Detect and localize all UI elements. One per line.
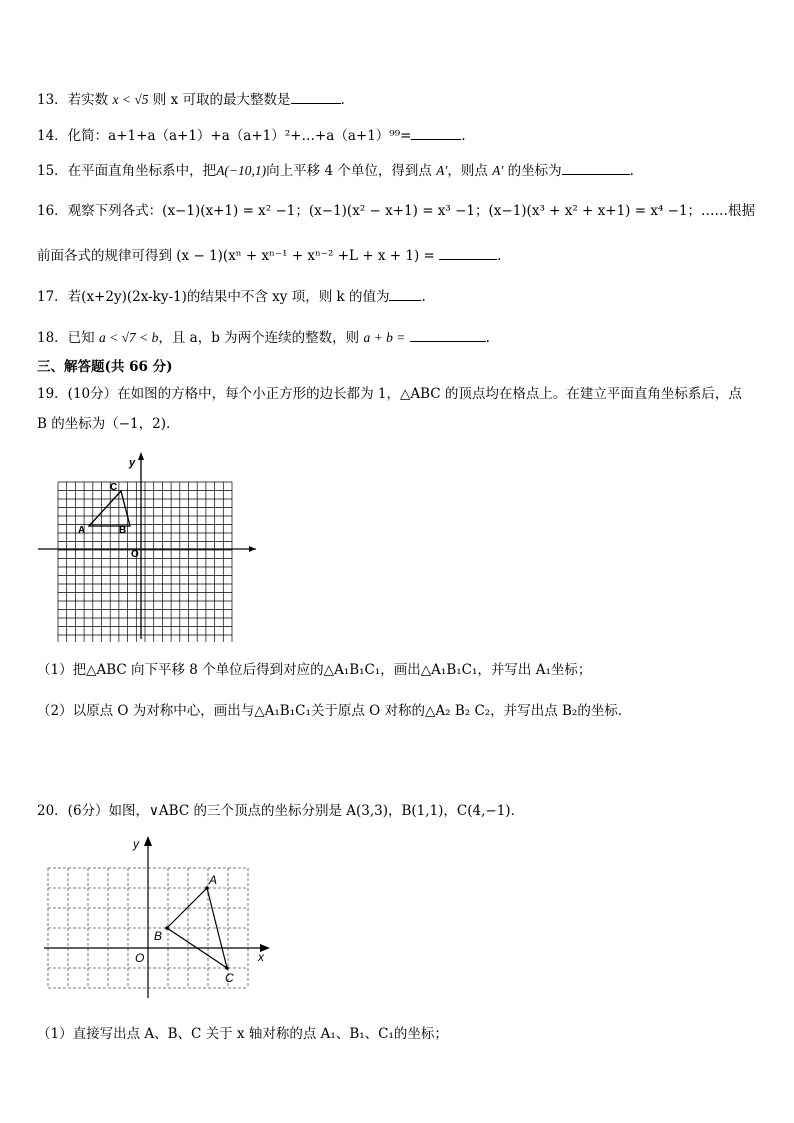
answer-blank[interactable] [389,286,421,301]
q16-end: . [497,248,502,264]
vertex-a-label: A [78,525,86,536]
vertex-a-label: A [209,873,218,887]
q13-text: 则 x 可取的最大整数是 [152,92,291,108]
question-20-part-1: （1）直接写出点 A、B、C 关于 x 轴对称的点 A₁、B₁、C₁的坐标； [37,1026,448,1042]
question-18 [37,327,490,347]
question-13 [37,89,345,109]
answer-blank[interactable] [562,160,630,175]
answer-blank[interactable] [411,125,461,140]
q16-text-line-2: 前面各式的规律可得到 (x − 1)(xⁿ + xⁿ⁻¹ + xⁿ⁻² +L + x + 1) = [37,248,435,264]
q15-aprime: A′ [436,163,448,178]
grid-lines [58,482,232,642]
vertex-b-label: B [119,525,127,536]
q15-mid: 向上平移 4 个单位，得到点 [266,163,432,179]
q15-prefix: 15．在平面直角坐标系中，把 [37,163,217,179]
question-16-line-2 [37,245,501,265]
origin-label: O [131,549,139,560]
vertex-c-label: C [110,482,118,493]
triangle-abc [89,491,130,526]
answer-blank[interactable] [439,245,497,260]
y-axis-arrow [144,836,152,846]
y-axis-arrow [138,452,144,460]
question-15 [37,160,634,180]
q15-mid2: ，则点 [447,163,488,179]
question-17 [37,286,426,306]
q14-end: . [461,128,466,144]
q18-text: ，且 a，b 为两个连续的整数，则 [158,330,360,346]
question-20: 20．(6分）如图，∨ABC 的三个顶点的坐标分别是 A(3,3)，B(1,1)，C(4,−1)． [37,803,525,819]
q16-text-line-1: 16．观察下列各式：(x−1)(x+1) = x² −1；(x−1)(x² − x+1) = x³ −1；(x−1)(x³ + x² + x+1) = x⁴ −1；……根据 [37,203,756,219]
origin-label: O [135,951,145,965]
question-19-line-2: B 的坐标为（−1，2). [37,416,171,432]
q13-expression: x < √5 [112,92,149,107]
question-14 [37,125,466,145]
y-label: y [129,457,136,469]
x-label: x [258,950,264,964]
question-19-part-1: （1）把△ABC 向下平移 8 个单位后得到对应的△A₁B₁C₁，画出△A₁B₁C₁，并写出 A₁坐标； [37,662,592,678]
q18-prefix: 18．已知 [37,330,95,346]
point-b [165,926,169,930]
question-19-line-1: 19．(10分）在如图的方格中，每个小正方形的边长都为 1，△ABC 的顶点均在格点上。在建立平面直角坐标系后，点 [37,386,742,402]
vertex-c-label: C [225,971,234,985]
q20-grid-figure [38,832,274,1002]
question-16-line-1 [37,202,755,220]
q13-prefix: 13．若实数 [37,92,109,108]
q15-end: . [629,163,634,179]
answer-blank[interactable] [410,327,486,342]
answer-blank[interactable] [291,89,341,104]
q14-text: 14．化简：a+1+a（a+1）+a（a+1）²+…+a（a+1）⁹⁹= [37,128,412,144]
q17-text: 17．若(x+2y)(2x-ky-1)的结果中不含 xy 项，则 k 的值为 [37,289,390,305]
q18-expression: a < √7 < b [98,330,159,345]
q17-end: . [421,289,426,305]
q18-expression-2: a + b = [363,330,406,345]
x-axis-arrow [249,546,256,552]
vertex-b-label: B [154,929,163,943]
q15-text: 的坐标为 [507,163,562,179]
q13-end: . [340,92,345,108]
q18-end: . [485,330,490,346]
section-heading: 三、解答题(共 66 分) [37,359,173,375]
question-19-part-2: （2）以原点 O 为对称中心，画出与△A₁B₁C₁关于原点 O 对称的△A₂ B₂ C₂，并写出点 B₂的坐标． [37,703,632,719]
point-c [225,966,229,970]
q15-aprime-2: A′ [492,163,504,178]
y-label: y [133,837,139,851]
q19-grid-figure [36,450,260,642]
q15-point: A(−10,1) [216,163,267,178]
